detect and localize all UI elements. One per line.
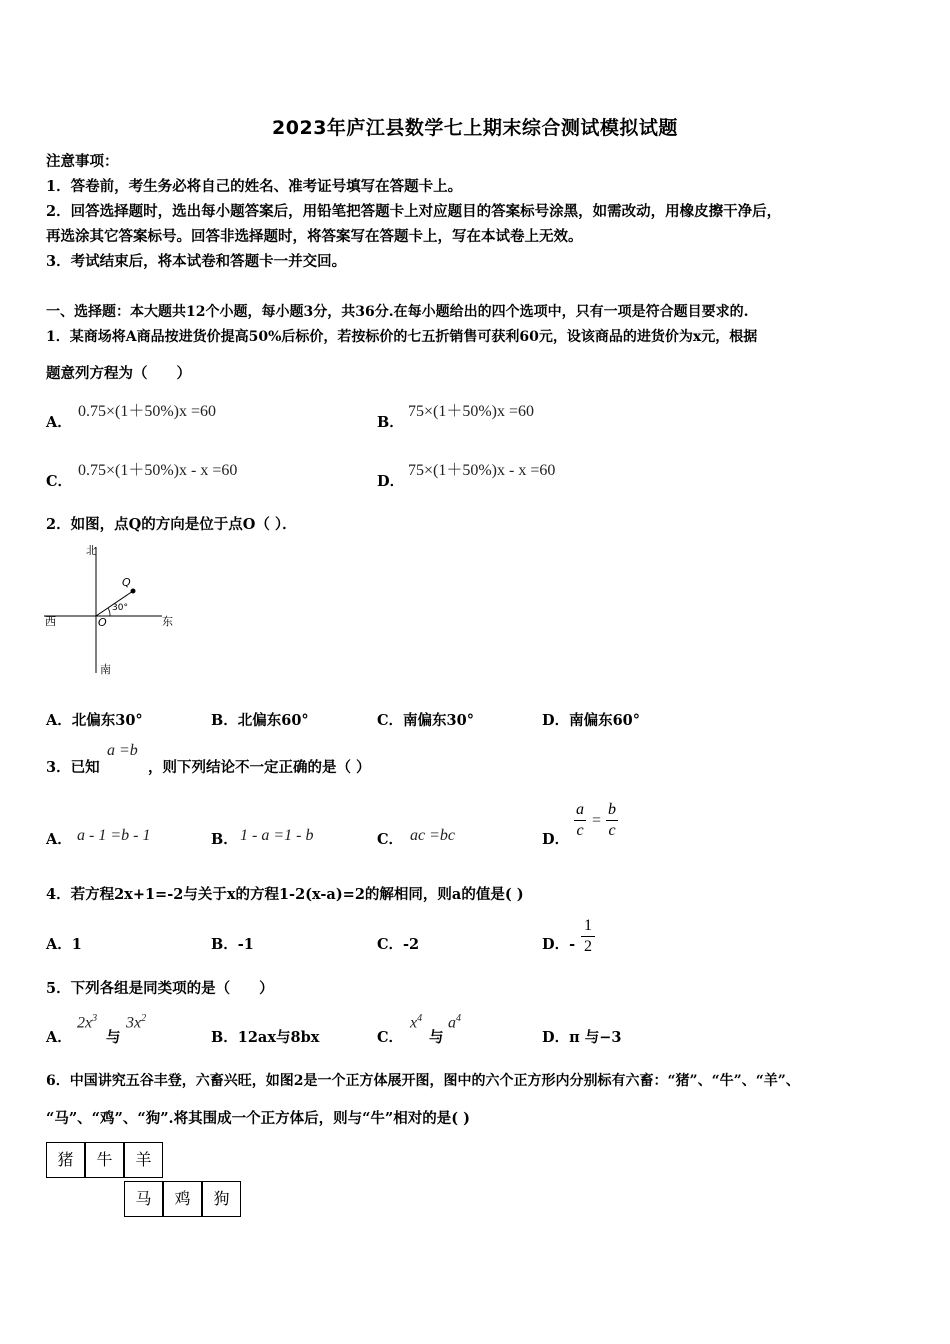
q1-option-d: 75×(1＋50%)x - x =60 — [408, 462, 556, 479]
q3-stem-a: 3．已知 — [46, 759, 100, 776]
fraction-bar — [581, 936, 595, 937]
q1-option-c-label: C． — [46, 473, 73, 490]
q1-option-b: 75×(1＋50%)x =60 — [408, 403, 535, 420]
q3-stem-b: ，则下列结论不一定正确的是（ ） — [148, 759, 371, 776]
q5-a-and: 与 — [106, 1029, 121, 1046]
q1-option-b-label: B． — [377, 414, 404, 431]
q4-option-d-frac — [581, 917, 595, 956]
q5-option-c-2 — [448, 1013, 461, 1032]
fraction-bar — [574, 820, 586, 821]
q3-option-d-frac-1 — [574, 801, 586, 840]
q2-option-d: D．南偏东60° — [542, 712, 641, 729]
q1-option-a: 0.75×(1＋50%)x =60 — [78, 403, 217, 420]
q3-d-num1: a — [576, 801, 584, 818]
q6-cell-pig: 猪 — [46, 1142, 85, 1178]
notice-item-2a: 2．回答选择题时，选出每小题答案后，用铅笔把答题卡上对应题目的答案标号涂黑，如需改动，用橡皮擦干净后， — [46, 203, 782, 220]
q6-cell-sheep: 羊 — [124, 1142, 163, 1178]
q3-option-c: ac =bc — [410, 827, 455, 844]
q6-stem-b: “马”、“鸡”、“狗”.将其围成一个正方体后，则与“牛”相对的是( ) — [46, 1110, 471, 1127]
q2-stem: 2．如图，点Q的方向是位于点O（ ）． — [46, 516, 297, 533]
q3-option-a: a - 1 =b - 1 — [77, 827, 151, 844]
q3-d-den2: c — [608, 822, 616, 839]
q3-option-c-label: C． — [377, 831, 404, 848]
q6-cell-dog: 狗 — [202, 1181, 241, 1217]
q2-option-a: A．北偏东30° — [46, 712, 143, 729]
q4-stem: 4．若方程2x+1=-2与关于x的方程1-2(x-a)=2的解相同，则a的值是( ) — [46, 886, 524, 903]
q5-option-a-label: A． — [46, 1029, 72, 1046]
q2-label-origin: O — [98, 616, 107, 629]
q5-a-exp1: 3 — [92, 1013, 98, 1024]
q6-cell-horse: 马 — [124, 1181, 163, 1217]
notice-item-1: 1．答卷前，考生务必将自己的姓名、准考证号填写在答题卡上。 — [46, 178, 463, 195]
q2-direction-figure — [44, 543, 184, 678]
q2-option-b: B．北偏东60° — [211, 712, 309, 729]
q6-cell-chicken: 鸡 — [163, 1181, 202, 1217]
q4-d-num: 1 — [584, 917, 592, 934]
q1-stem-a: 1．某商场将A商品按进货价提高50%后标价，若按标价的七五折销售可获利60元，设该商品的进货价为x元，根据 — [46, 329, 758, 345]
q2-option-c: C．南偏东30° — [377, 712, 474, 729]
q5-c-and: 与 — [429, 1029, 444, 1046]
notice-item-3: 3．考试结束后，将本试卷和答题卡一并交回。 — [46, 253, 347, 270]
q3-d-num2: b — [608, 801, 616, 818]
q4-d-den: 2 — [584, 938, 592, 955]
section-heading: 一、选择题：本大题共12个小题，每小题3分，共36分.在每小题给出的四个选项中，只有一项是符合题目要求的. — [46, 304, 749, 320]
q6-stem-a: 6．中国讲究五谷丰登，六畜兴旺，如图2是一个正方体展开图，图中的六个正方形内分别标有六畜：“猪”、“牛”、“羊”、 — [46, 1073, 800, 1089]
q1-stem-b: 题意列方程为（ ） — [46, 365, 191, 382]
q3-option-b-label: B． — [211, 831, 238, 848]
q5-option-a-2 — [126, 1013, 146, 1032]
q1-option-d-label: D． — [377, 473, 405, 490]
q5-c-term1: x — [410, 1014, 418, 1032]
q5-option-a — [77, 1013, 97, 1032]
notice-heading: 注意事项： — [46, 153, 119, 170]
q1-option-c: 0.75×(1＋50%)x - x =60 — [78, 462, 238, 479]
fraction-bar — [606, 820, 618, 821]
q5-a-term1: 2x — [77, 1014, 93, 1032]
q4-option-a: A．1 — [46, 936, 82, 953]
q2-label-west: 西 — [45, 615, 56, 628]
q2-label-angle: 30° — [112, 603, 128, 613]
q3-condition: a =b — [107, 742, 138, 759]
q2-label-north: 北 — [86, 544, 97, 557]
q5-c-exp2: 4 — [456, 1013, 461, 1024]
q3-option-d-label: D． — [542, 831, 570, 848]
q6-cell-ox: 牛 — [85, 1142, 124, 1178]
q5-a-term2: 3x — [126, 1014, 142, 1032]
q5-option-b: B．12ax与8bx — [211, 1029, 320, 1046]
page-title: 2023年庐江县数学七上期末综合测试模拟试题 — [272, 117, 678, 139]
q5-c-term2: a — [448, 1014, 456, 1032]
q2-label-q: Q — [122, 576, 131, 589]
q3-option-d-frac-2 — [606, 801, 618, 840]
q5-a-exp2: 2 — [141, 1013, 147, 1024]
q4-option-b: B．-1 — [211, 936, 254, 953]
q3-d-equals: = — [592, 812, 602, 829]
q3-option-b: 1 - a =1 - b — [240, 827, 314, 844]
q4-option-d-label: D．- — [542, 936, 576, 953]
q3-option-a-label: A． — [46, 831, 72, 848]
q2-point-q — [131, 589, 136, 594]
q4-option-c: C．-2 — [377, 936, 420, 953]
q5-option-d: D．π 与−3 — [542, 1029, 622, 1046]
q2-label-south: 南 — [100, 663, 111, 676]
q2-label-east: 东 — [162, 615, 173, 628]
q5-stem: 5．下列各组是同类项的是（ ） — [46, 980, 274, 997]
q3-d-den1: c — [576, 822, 584, 839]
q1-option-a-label: A． — [46, 414, 72, 431]
q5-option-c-label: C． — [377, 1029, 404, 1046]
q5-option-c — [410, 1013, 422, 1032]
q5-c-exp1: 4 — [417, 1013, 423, 1024]
notice-item-2b: 再选涂其它答案标号。回答非选择题时，将答案写在答题卡上，写在本试卷上无效。 — [46, 228, 583, 245]
